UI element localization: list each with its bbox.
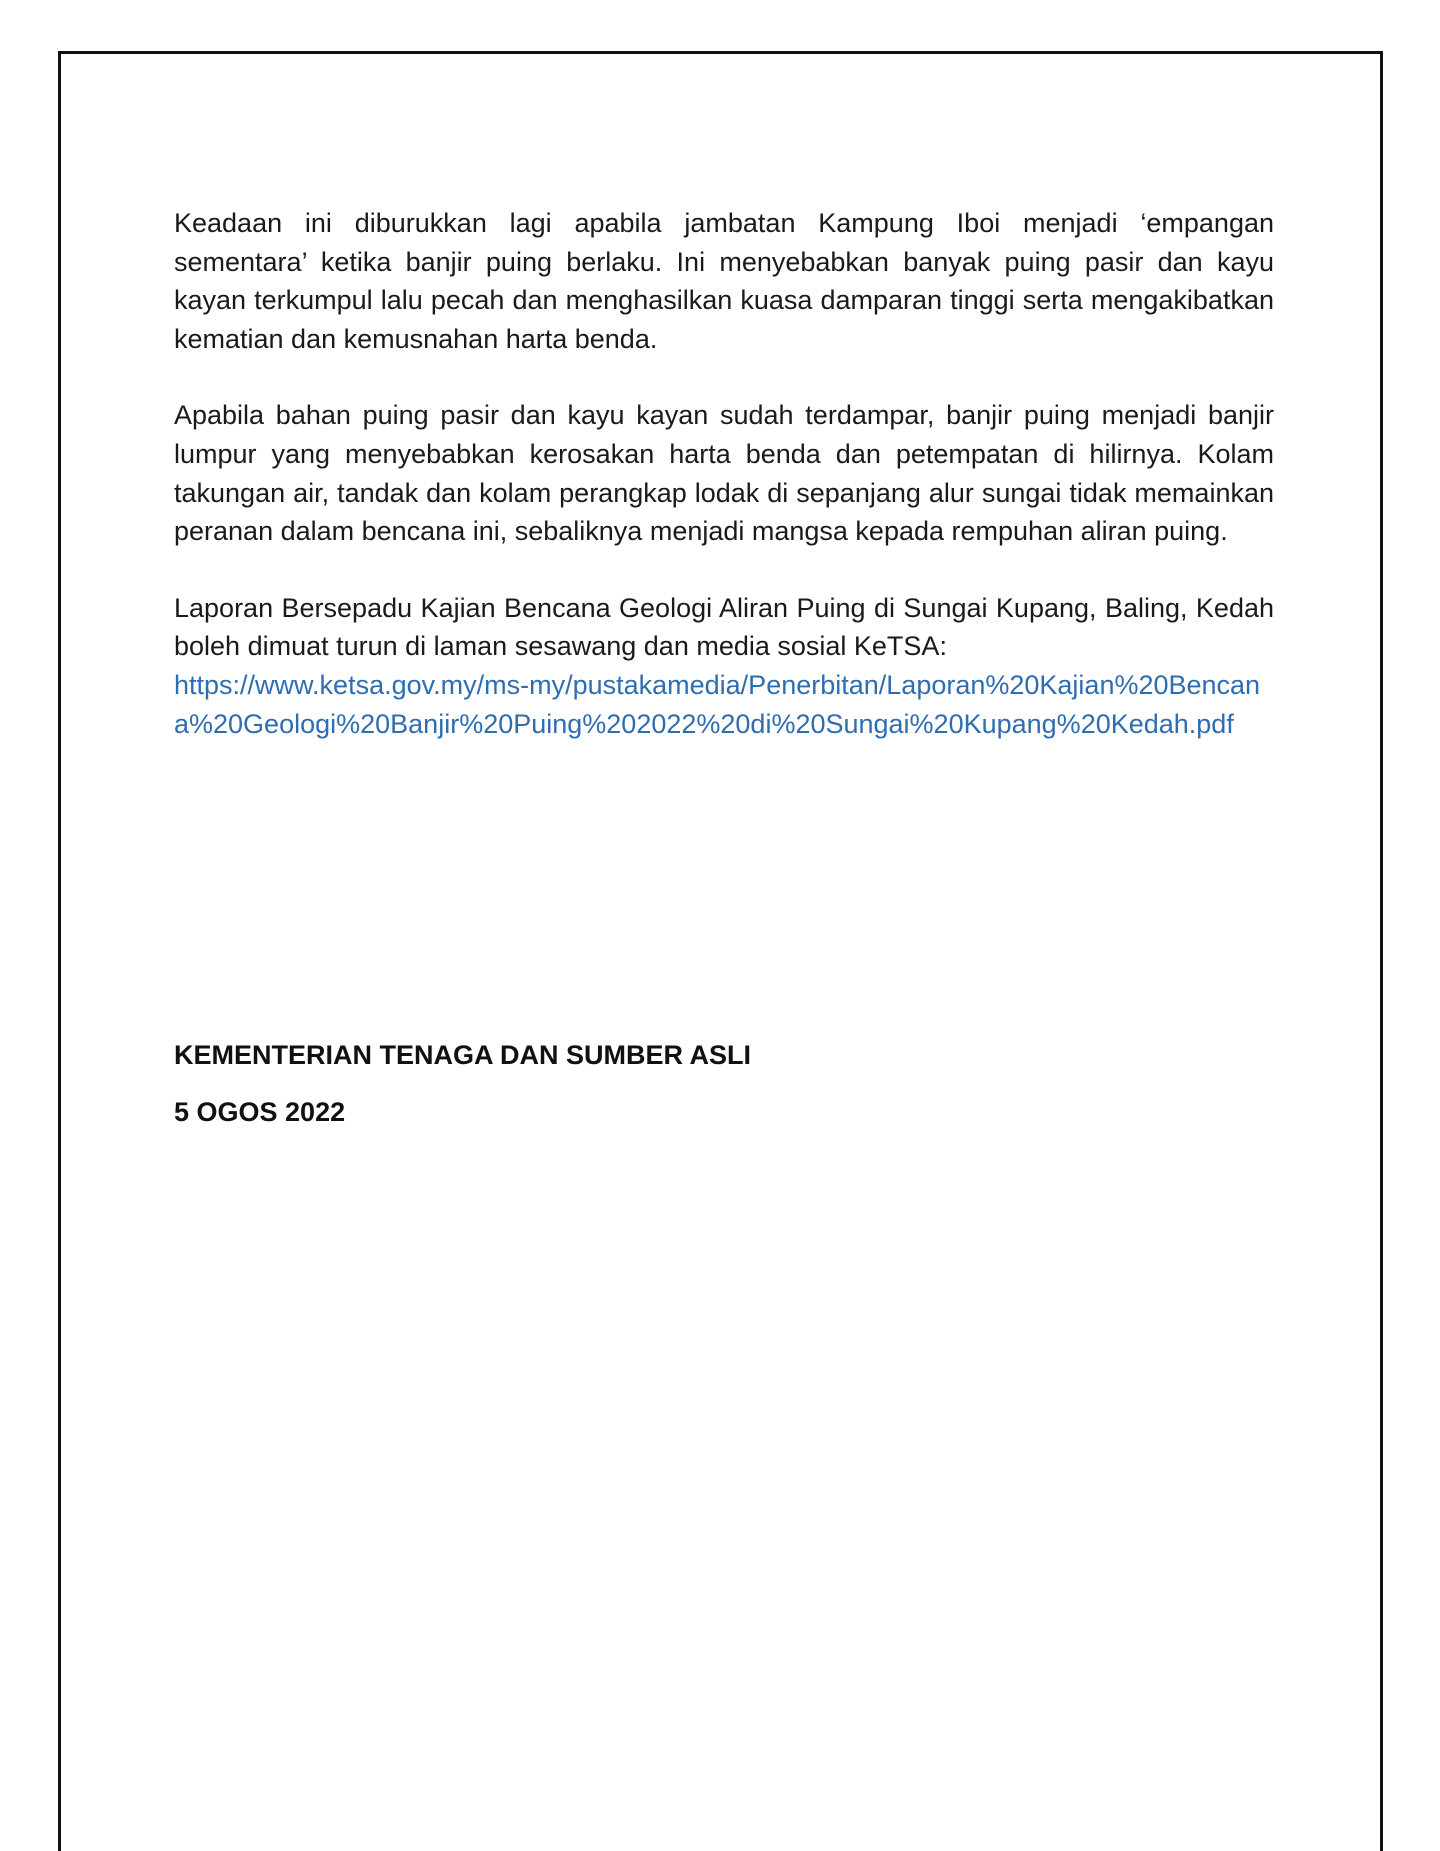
paragraph-mud-flood: Apabila bahan puing pasir dan kayu kayan sudah terdampar, banjir puing menjadi banjir lumpur yang menyebabkan kerosakan harta benda dan petempatan di hilirnya. Kolam takungan air, tandak dan kolam perangkap lodak di sepanjang alur sungai tidak memainkan peranan dalam bencana ini, sebaliknya menjadi mangsa kepada rempuhan aliran puing. [174, 400, 1274, 547]
document-body [174, 204, 1274, 743]
paragraph-report-download [174, 589, 1274, 743]
paragraph-bridge-dam: Keadaan ini diburukkan lagi apabila jambatan Kampung Iboi menjadi ‘empangan sementara’ ketika banjir puing berlaku. Ini menyebabkan banyak puing pasir dan kayu kayan terkumpul lalu pecah dan menghasilkan kuasa damparan tinggi serta mengakibatkan kematian dan kemusnahan harta benda. [174, 208, 1274, 354]
document-date: 5 OGOS 2022 [174, 1097, 346, 1127]
report-download-text: Laporan Bersepadu Kajian Bencana Geologi Aliran Puing di Sungai Kupang, Baling, Kedah boleh dimuat turun di laman sesawang dan media sosial KeTSA: [174, 592, 1274, 662]
report-pdf-link[interactable]: https://www.ketsa.gov.my/ms-my/pustakamedia/Penerbitan/Laporan%20Kajian%20Bencana%20Geologi%20Banjir%20Puing%202022%20di%20Sungai%20Kupang%20Kedah.pdf [174, 669, 1261, 739]
ministry-name: KEMENTERIAN TENAGA DAN SUMBER ASLI [174, 1040, 752, 1070]
signature-block [174, 1039, 751, 1128]
document-page [58, 51, 1383, 1851]
